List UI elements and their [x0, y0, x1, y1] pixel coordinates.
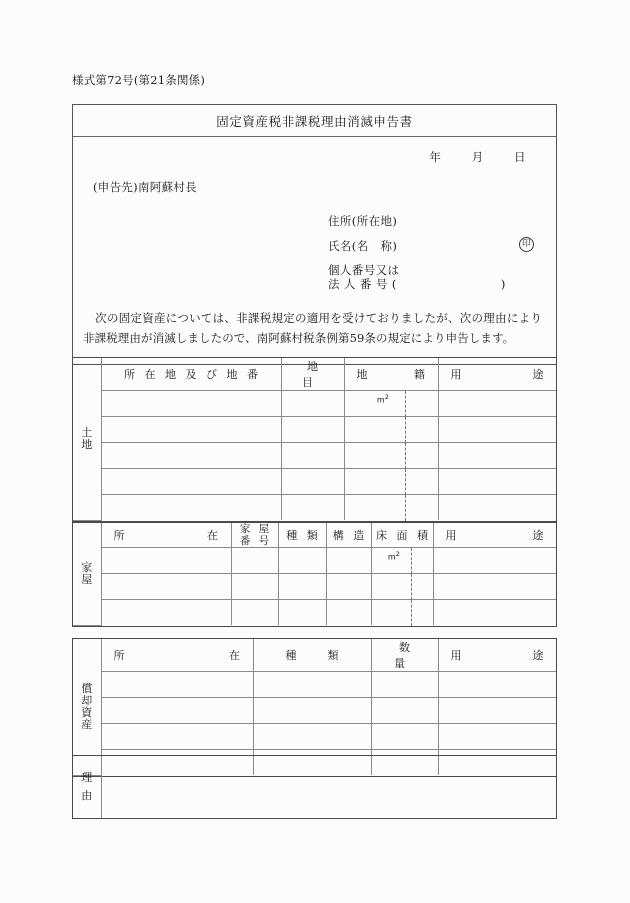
house-cell-structure[interactable] — [326, 574, 371, 600]
date-year-label: 年 — [429, 150, 442, 164]
floor-area-unit-label: $m^2$ — [387, 550, 400, 562]
reason-section-label — [73, 756, 101, 818]
house-cell-usage[interactable] — [433, 548, 556, 574]
individual-number-label: 個人番号又は — [328, 263, 400, 277]
house-area-subdivider — [411, 574, 412, 600]
land-section — [72, 357, 557, 522]
depreciable-cell-location[interactable] — [101, 698, 253, 724]
table-row — [73, 391, 556, 417]
depreciable-cell-usage[interactable] — [438, 698, 556, 724]
house-header-row — [73, 523, 556, 548]
page-title: 固定資産税非課税理由消滅申告書 — [73, 105, 556, 137]
land-area-subdivider — [405, 391, 406, 417]
declarant-address-row — [328, 213, 540, 229]
depreciable-cell-usage[interactable] — [438, 672, 556, 698]
land-cell-area[interactable] — [344, 495, 438, 521]
land-cell-location[interactable] — [101, 469, 281, 495]
house-section-label — [73, 523, 101, 625]
reason-input-area[interactable] — [101, 756, 556, 818]
table-row — [73, 600, 556, 626]
house-header-type: 種 類 — [278, 523, 326, 548]
depreciable-cell-location[interactable] — [101, 724, 253, 750]
house-header-usage: 用 途 — [433, 523, 556, 548]
depreciable-header-location: 所 在 — [101, 639, 253, 672]
reason-section — [72, 755, 557, 819]
declarant-address-label: 住所(所在地) — [328, 214, 398, 228]
land-cell-category[interactable] — [281, 391, 344, 417]
house-cell-building-number[interactable] — [231, 600, 278, 626]
date-day-label: 日 — [514, 150, 526, 164]
house-cell-floor-area[interactable] — [371, 574, 433, 600]
date-month-label: 月 — [471, 150, 484, 164]
corporate-number-label: 法 人 番 号 ( ) — [328, 277, 506, 292]
table-row — [73, 469, 556, 495]
declaration-body-text: 次の固定資産については、非課税規定の適用を受けておりましたが、次の理由により非課税理由が消滅しましたので、南阿蘇村税条例第59条の規定により申告します。 — [83, 310, 542, 345]
depreciable-header-row — [73, 639, 556, 672]
seal-icon: 印 — [519, 237, 534, 252]
land-area-subdivider — [405, 469, 406, 495]
land-label-stack: 土 地 — [81, 425, 93, 451]
declarant-name-label: 氏名(名 称) — [328, 239, 398, 253]
house-cell-location[interactable] — [101, 600, 231, 626]
land-header-row — [73, 358, 556, 391]
land-section-label — [73, 358, 101, 520]
house-cell-building-number[interactable] — [231, 574, 278, 600]
land-cell-usage[interactable] — [438, 391, 556, 417]
table-row — [73, 574, 556, 600]
house-cell-usage[interactable] — [433, 574, 556, 600]
declarant-block — [73, 213, 556, 292]
house-cell-building-number[interactable] — [231, 548, 278, 574]
house-cell-structure[interactable] — [326, 600, 371, 626]
land-area-subdivider — [405, 495, 406, 521]
house-cell-floor-area[interactable] — [371, 548, 433, 574]
land-cell-usage[interactable] — [438, 469, 556, 495]
header-block — [72, 104, 557, 365]
addressee-label: (申告先)南阿蘇村長 — [93, 180, 197, 194]
land-cell-category[interactable] — [281, 469, 344, 495]
land-header-area: 地 籍 — [344, 358, 438, 391]
land-cell-area[interactable] — [344, 417, 438, 443]
depreciable-cell-type[interactable] — [253, 698, 371, 724]
house-cell-usage[interactable] — [433, 600, 556, 626]
depreciable-cell-usage[interactable] — [438, 724, 556, 750]
land-cell-usage[interactable] — [438, 417, 556, 443]
land-cell-area[interactable] — [344, 443, 438, 469]
declaration-body — [73, 292, 556, 364]
table-row — [73, 672, 556, 698]
house-header-floor-area: 床 面 積 — [371, 523, 433, 548]
house-cell-type[interactable] — [278, 600, 326, 626]
table-row — [73, 443, 556, 469]
land-cell-usage[interactable] — [438, 443, 556, 469]
land-cell-location[interactable] — [101, 417, 281, 443]
house-label-stack: 家 屋 — [81, 560, 93, 586]
house-cell-location[interactable] — [101, 574, 231, 600]
declarant-number-row — [328, 263, 540, 292]
area-unit-label: $m^2$ — [376, 393, 389, 405]
depreciable-header-usage: 用 途 — [438, 639, 556, 672]
depreciable-header-type: 種 類 — [253, 639, 371, 672]
land-area-subdivider — [405, 417, 406, 443]
house-area-subdivider — [411, 600, 412, 626]
land-cell-category[interactable] — [281, 495, 344, 521]
depreciable-cell-quantity[interactable] — [371, 698, 438, 724]
land-header-category: 地 目 — [281, 358, 344, 391]
depreciable-cell-location[interactable] — [101, 672, 253, 698]
table-row — [73, 495, 556, 521]
house-cell-location[interactable] — [101, 548, 231, 574]
table-row — [73, 417, 556, 443]
depreciable-cell-quantity[interactable] — [371, 724, 438, 750]
depreciable-header-quantity: 数 量 — [371, 639, 438, 672]
reason-label-stack: 理 由 — [81, 770, 93, 802]
declarant-name-row — [328, 238, 540, 254]
house-header-building-number: 家 屋 番 号 — [231, 523, 278, 548]
land-cell-category[interactable] — [281, 417, 344, 443]
land-cell-area[interactable] — [344, 391, 438, 417]
table-row — [73, 548, 556, 574]
house-section — [72, 522, 557, 627]
land-cell-location[interactable] — [101, 443, 281, 469]
house-header-location: 所 在 — [101, 523, 231, 548]
land-cell-usage[interactable] — [438, 495, 556, 521]
date-line — [73, 137, 556, 167]
depreciable-cell-type[interactable] — [253, 672, 371, 698]
house-area-subdivider — [411, 548, 412, 574]
depreciable-cell-type[interactable] — [253, 724, 371, 750]
house-header-structure: 構 造 — [326, 523, 371, 548]
depreciable-label-stack: 償 却 資 産 — [81, 681, 93, 731]
land-cell-location[interactable] — [101, 495, 281, 521]
land-cell-area[interactable] — [344, 469, 438, 495]
land-header-usage: 用 途 — [438, 358, 556, 391]
land-cell-category[interactable] — [281, 443, 344, 469]
land-cell-location[interactable] — [101, 391, 281, 417]
land-area-subdivider — [405, 443, 406, 469]
house-cell-type[interactable] — [278, 548, 326, 574]
depreciable-cell-quantity[interactable] — [371, 672, 438, 698]
table-row — [73, 698, 556, 724]
table-row — [73, 724, 556, 750]
house-cell-type[interactable] — [278, 574, 326, 600]
house-cell-structure[interactable] — [326, 548, 371, 574]
house-cell-floor-area[interactable] — [371, 600, 433, 626]
reason-row — [73, 756, 556, 818]
land-header-location: 所 在 地 及 び 地 番 — [101, 358, 281, 391]
form-number: 様式第72号(第21条関係) — [72, 73, 206, 87]
